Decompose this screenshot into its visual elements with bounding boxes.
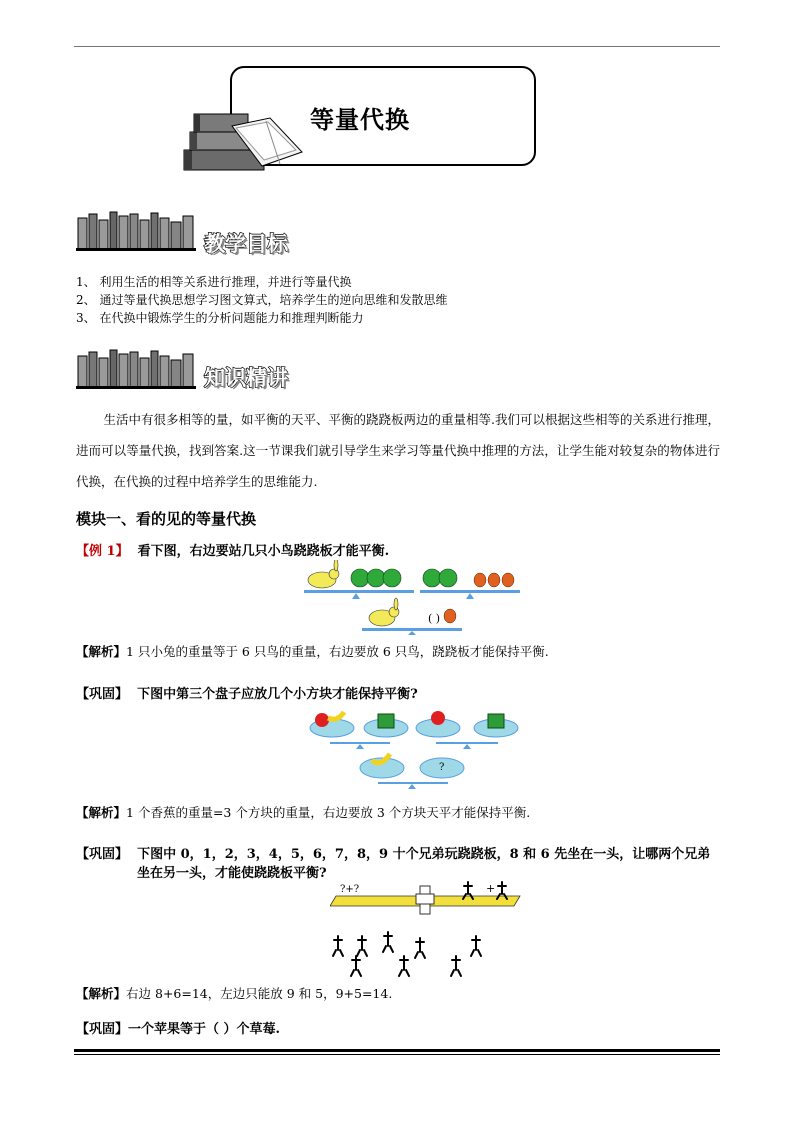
practice3-text: 一个苹果等于（ ）个草莓. [128, 1022, 281, 1037]
example1-answer [76, 642, 549, 660]
answer-text: 右边 8+6=14，左边只能放 9 和 5，9+5=14. [126, 986, 393, 1001]
section-banner-goals [76, 210, 198, 252]
balance-fruit-blocks-figure [302, 704, 527, 792]
example1-question [76, 540, 389, 559]
practice2-answer [76, 984, 392, 1002]
example1-text: 看下图，右边要站几只小鸟跷跷板才能平衡. [137, 544, 390, 559]
header-rule [74, 46, 720, 47]
practice2-text-1: 下图中 0，1，2，3，4，5，6，7，8，9 十个兄弟玩跷跷板，8 和 6 先坐在一头，让哪两个兄弟 [137, 847, 711, 862]
question-mark: ? [439, 762, 445, 773]
left-seat-label: ?+? [340, 884, 360, 895]
practice1-answer [76, 803, 530, 821]
goal-item: 2、 通过等量代换思想学习图文算式，培养学生的逆向思维和发散思维 [76, 293, 448, 307]
answer-text: 1 只小兔的重量等于 6 只鸟的重量，右边要放 6 只鸟，跷跷板才能保持平衡. [126, 644, 549, 659]
section-title-knowledge: 知识精讲 [204, 366, 288, 390]
goal-item: 3、 在代换中锻炼学生的分析问题能力和推理判断能力 [76, 311, 364, 325]
answer-tag: 【解析】 [76, 644, 127, 659]
intro-paragraph: 生活中有很多相等的量，如平衡的天平、平衡的跷跷板两边的重量相等.我们可以根据这些相等的关系进行推理，进而可以等量代换，找到答案.这一节课我们就引导学生来学习等量代换中推理的方法，让学生能对较复杂的物体进行代换，在代换的过程中培养学生的思维能力. [76, 412, 720, 489]
answer-tag: 【解析】 [76, 805, 127, 820]
practice1-text: 下图中第三个盘子应放几个小方块才能保持平衡? [137, 687, 418, 702]
answer-text: 1 个香蕉的重量=3 个方块的重量，右边要放 3 个方块天平才能保持平衡. [126, 805, 531, 820]
practice2-question [76, 843, 710, 862]
books-icon [180, 104, 310, 174]
blank-parentheses: ( ) [428, 612, 441, 625]
practice1-question [76, 683, 418, 702]
footer-rule-thick [74, 1049, 720, 1052]
footer-rule-thin [74, 1054, 720, 1055]
practice-tag: 【巩固】 [76, 847, 129, 862]
module-title: 模块一、看的见的等量代换 [76, 510, 257, 528]
practice-tag: 【巩固】 [76, 687, 129, 702]
practice-tag: 【巩固】 [76, 1022, 129, 1037]
page-title: 等量代换 [310, 106, 410, 134]
seesaw-digits-figure [330, 880, 530, 978]
section-banner-knowledge [76, 348, 198, 390]
answer-tag: 【解析】 [76, 986, 127, 1001]
section-title-goals: 教学目标 [204, 232, 288, 256]
practice3-question [76, 1018, 280, 1037]
seesaw-rabbit-birds-figure [300, 560, 525, 635]
practice2-text-2: 坐在另一头，才能使跷跷板平衡? [137, 866, 327, 881]
right-plus-sign: + [486, 882, 496, 895]
example-tag: 【例 1】 [76, 544, 129, 559]
goal-item: 1、 利用生活的相等关系进行推理，并进行等量代换 [76, 275, 352, 289]
